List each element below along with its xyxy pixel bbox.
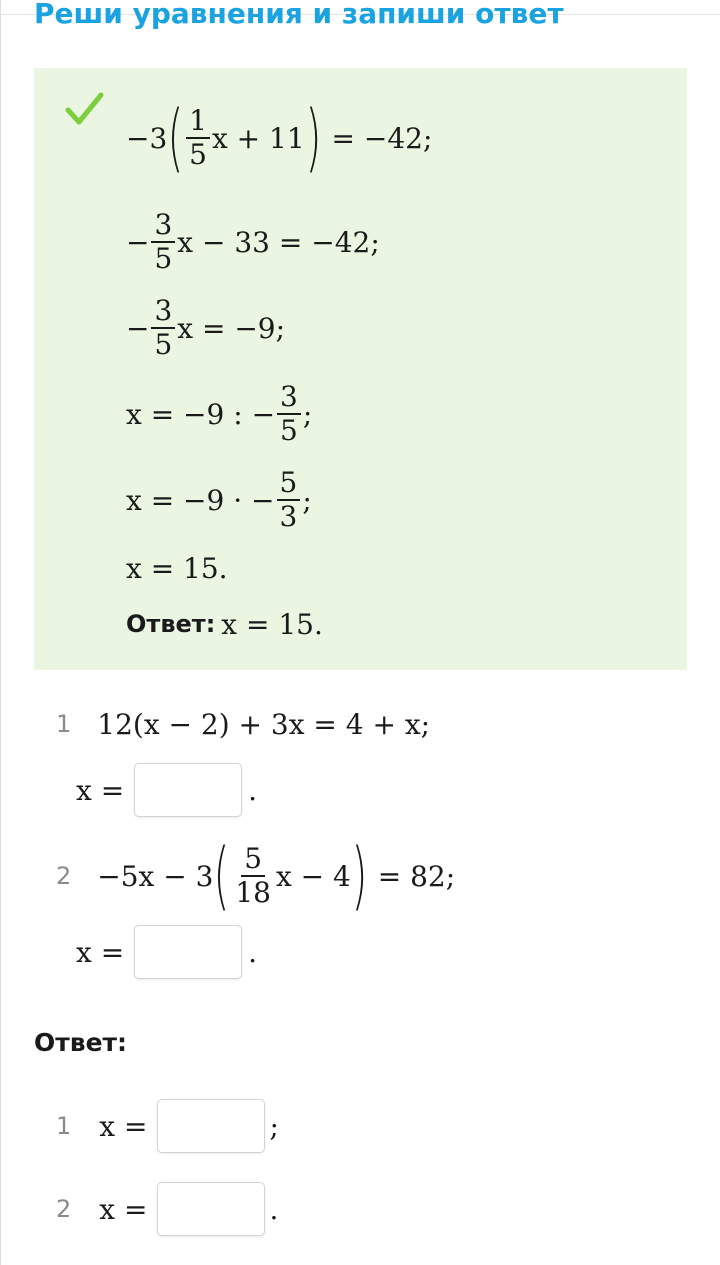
fraction: $\frac{1}{5}$ xyxy=(186,107,210,169)
example-line-5: x = −9 · − $\frac{5}{3}$ ; xyxy=(126,466,312,533)
problem-2 xyxy=(56,826,455,926)
task-title: Реши уравнения и запиши ответ xyxy=(34,0,564,30)
answer-row-2: 2 x = . xyxy=(56,1181,278,1237)
left-paren: ( xyxy=(213,833,230,919)
example-line-1 xyxy=(126,88,432,188)
fraction: $\frac{5}{3}$ xyxy=(277,469,301,531)
answer-2-input[interactable] xyxy=(157,1182,265,1236)
answer-number: 1 xyxy=(56,1112,72,1140)
left-border xyxy=(0,0,1,1265)
answer-row-1: 1 x = ; xyxy=(56,1098,279,1154)
equation: −5x − 3 ( $\frac{5}{18}$ x − 4 ) = 82; xyxy=(97,833,456,919)
example-line-2: − $\frac{3}{5}$ x − 33 = −42; xyxy=(126,208,380,275)
answer-label: Ответ: xyxy=(126,610,216,638)
right-paren: ) xyxy=(351,833,368,919)
coefficient: −3 xyxy=(126,121,168,155)
fraction: $\frac{3}{5}$ xyxy=(151,297,175,359)
answer-heading: Ответ: xyxy=(34,1028,128,1057)
right-paren: ) xyxy=(305,95,322,181)
example-answer xyxy=(126,604,323,644)
problem-1-answer-row: x = . xyxy=(76,762,257,818)
expression: x + 11 xyxy=(211,121,305,155)
fraction: $\frac{3}{5}$ xyxy=(151,211,175,273)
problem-2-input[interactable] xyxy=(134,925,242,979)
left-paren: ( xyxy=(167,95,184,181)
problem-1 xyxy=(56,702,430,746)
example-line-6: x = 15. xyxy=(126,551,228,585)
fraction: $\frac{3}{5}$ xyxy=(277,383,301,445)
fraction: $\frac{5}{18}$ xyxy=(235,842,271,909)
problem-2-answer-row: x = . xyxy=(76,924,257,980)
example-line-4: x = −9 : − $\frac{3}{5}$ ; xyxy=(126,380,313,447)
problem-1-input[interactable] xyxy=(134,763,242,817)
problem-number: 2 xyxy=(56,862,72,890)
check-icon xyxy=(64,90,104,130)
answer-number: 2 xyxy=(56,1195,72,1223)
example-line-3: − $\frac{3}{5}$ x = −9; xyxy=(126,294,286,361)
equation: 12(x − 2) + 3x = 4 + x; xyxy=(97,707,431,741)
problem-number: 1 xyxy=(56,710,72,738)
answer-1-input[interactable] xyxy=(157,1099,265,1153)
rhs: = −42; xyxy=(331,121,433,155)
answer-value: x = 15. xyxy=(221,607,323,641)
